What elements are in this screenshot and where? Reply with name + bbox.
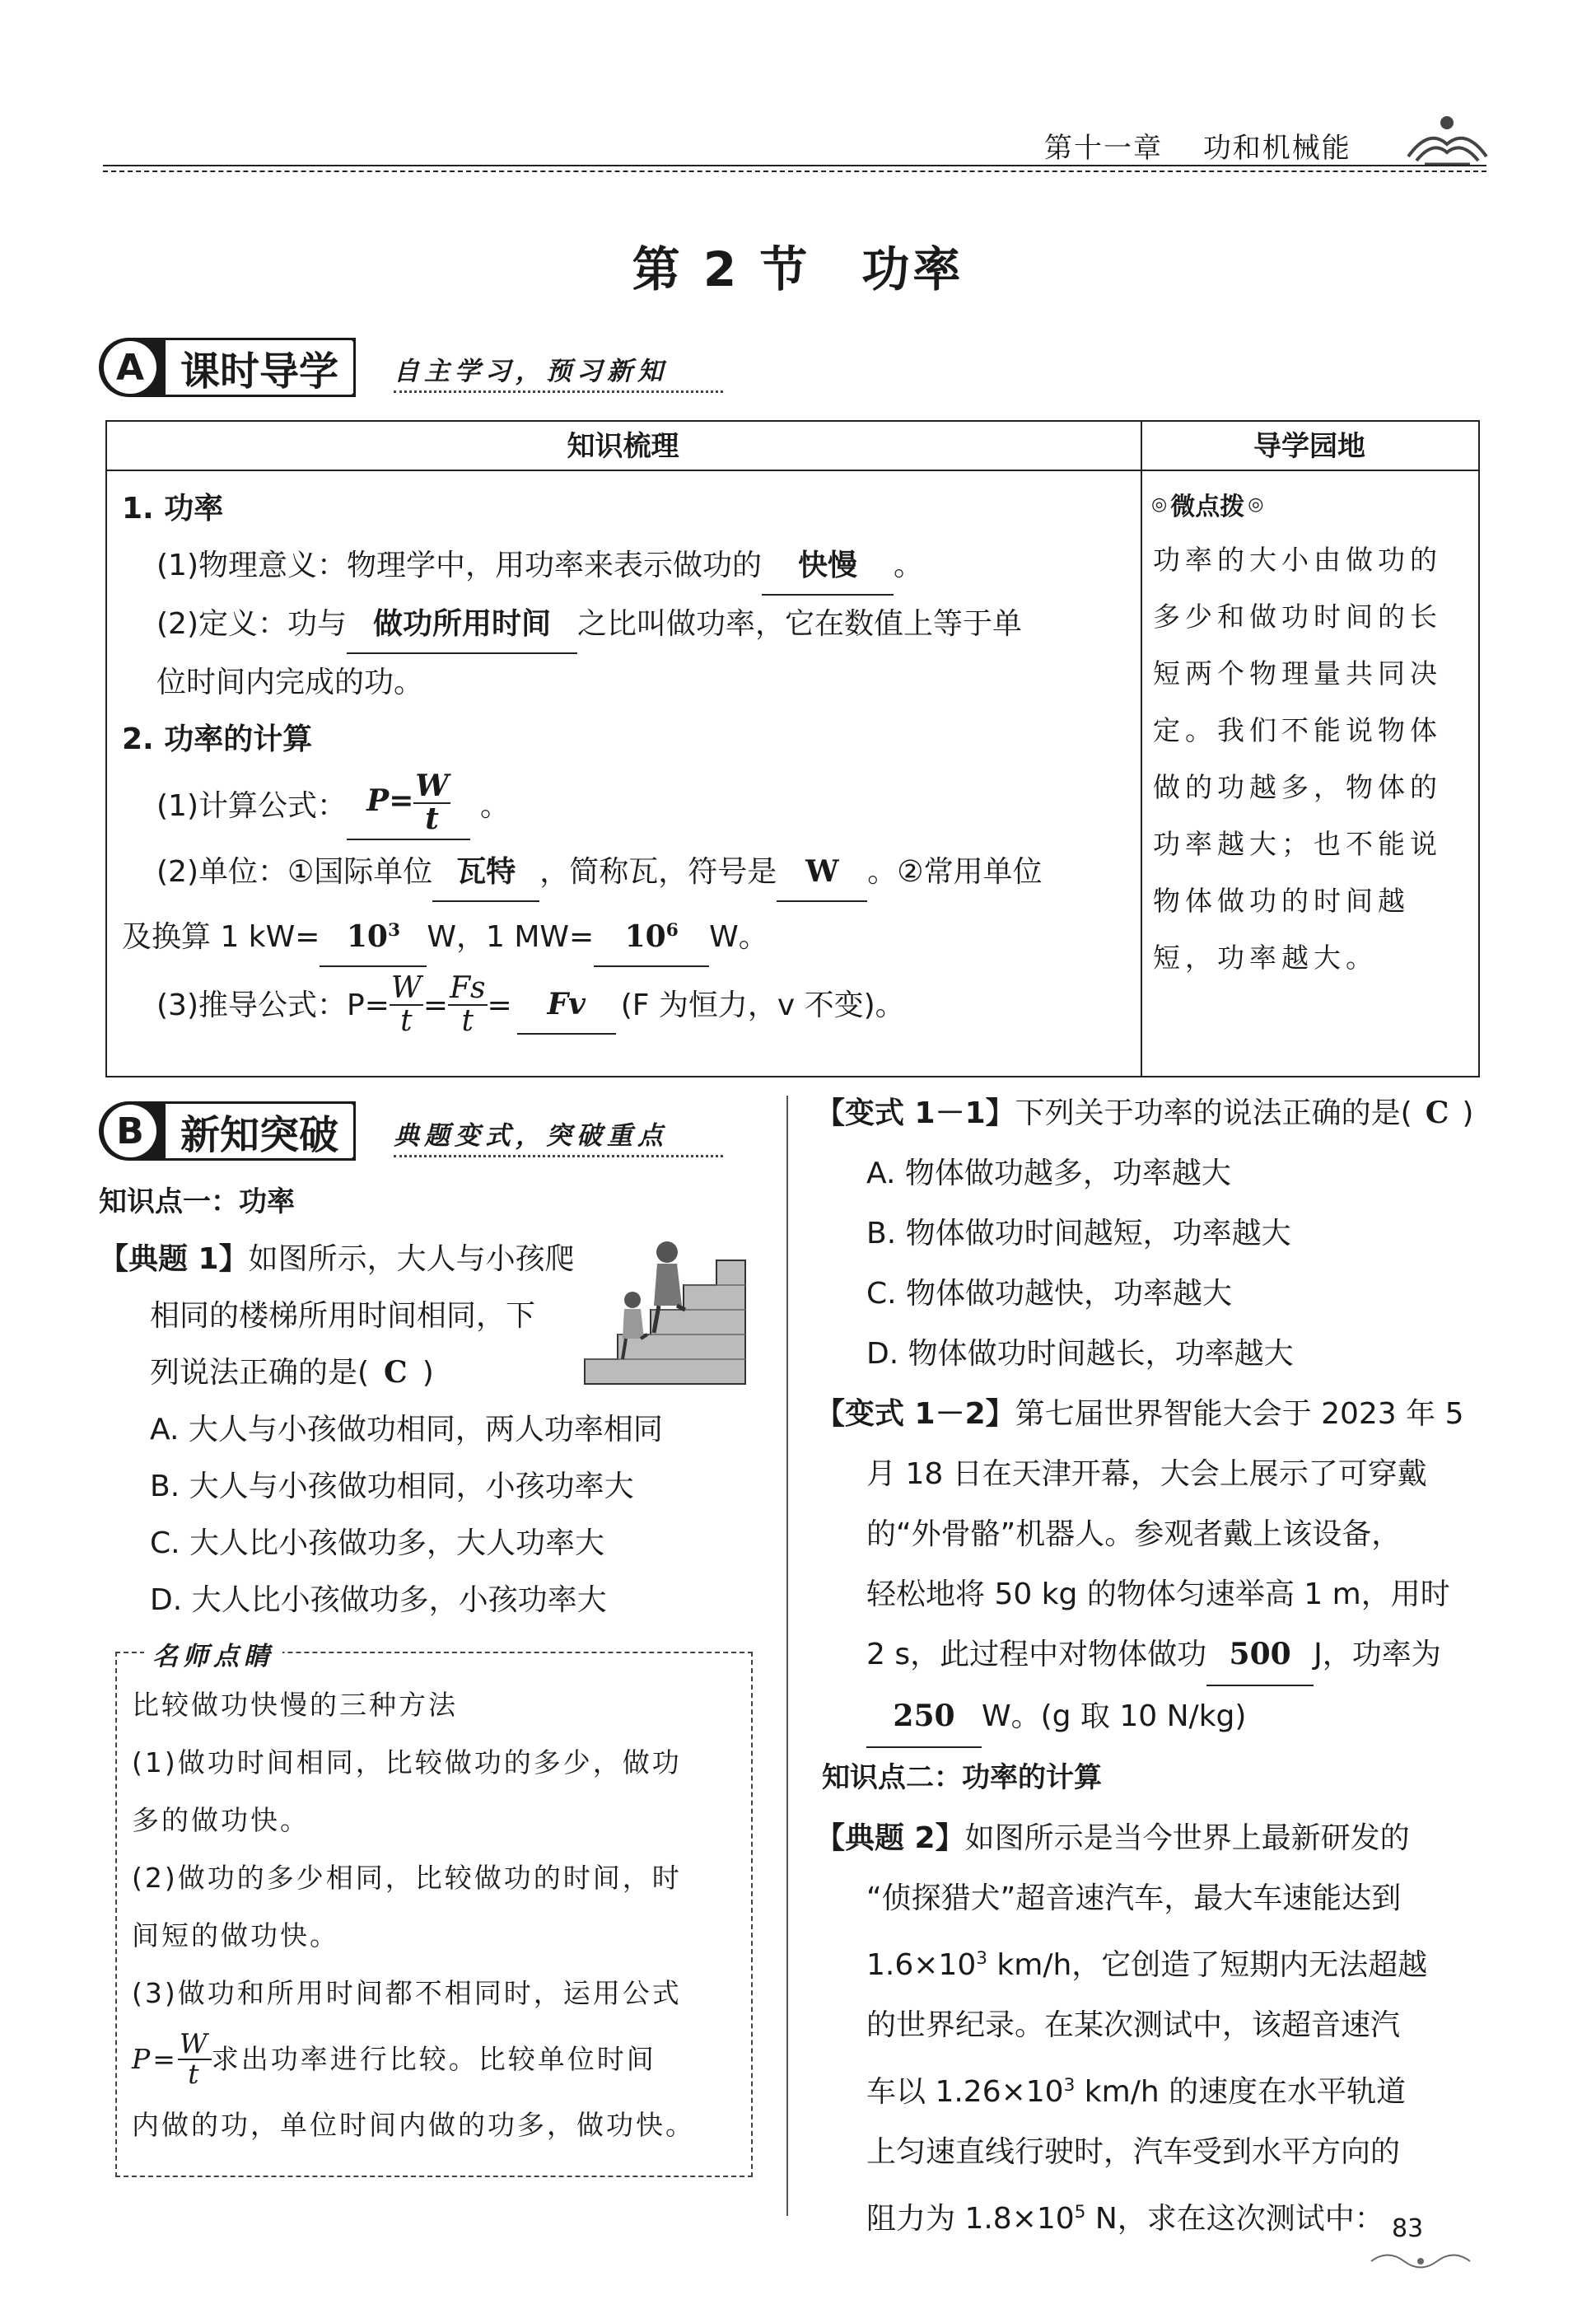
header-rule-bottom [103, 171, 1486, 172]
ex1-text-1: 如图所示，大人与小孩爬 [248, 1242, 575, 1276]
v1-option-a: A. 物体做功越多，功率越大 [866, 1157, 1231, 1190]
table-column-divider [1141, 420, 1142, 1076]
tip-formula-p: P= [132, 2043, 178, 2075]
tip-title: 名师点睛 [144, 1635, 282, 1672]
right-dot-icon: ◎ [1248, 493, 1264, 515]
ex2-text-3-end: km/h，它创造了短期内无法超越 [987, 1948, 1428, 1982]
blank-kuaiman: 快慢 [762, 537, 894, 596]
blank-time-used: 做功所用时间 [347, 596, 577, 654]
tip-line: (2)做功的多少相同，比较做功的时间，时 [132, 1862, 682, 1894]
v2-text-3: 的“外骨骼”机器人。参观者戴上该设备， [866, 1517, 1402, 1551]
blank-fv: Fv [517, 976, 616, 1035]
ex2-sup-3: 3 [976, 1948, 987, 1969]
page-title: 第 2 节 功率 [632, 241, 964, 297]
ex1-text-3: 列说法正确的是( [150, 1356, 370, 1390]
col-header-guide: 导学园地 [1253, 430, 1365, 463]
ex2-line-7 [815, 2182, 1491, 2249]
side-line: 物体做功的时间越 [1153, 885, 1410, 917]
section-b-banner [99, 1101, 356, 1161]
derived-f2-den: t [461, 1004, 474, 1038]
ex2-text-2: “侦探猎犬”超音速汽车，最大车速能达到 [866, 1881, 1402, 1915]
knowledge-content [122, 480, 1135, 1043]
v1-tag: 【变式 1－1】 [815, 1096, 1015, 1130]
footer-ornament-icon [1367, 2249, 1474, 2274]
blank-kw [320, 902, 427, 967]
tip-formula-num: W [179, 2027, 210, 2060]
v2-line-1 [815, 1384, 1491, 1444]
section-b-subtitle: 典题变式，突破重点 [394, 1115, 723, 1157]
section-a-subtitle: 自主学习，预习新知 [394, 350, 723, 393]
ex2-line-3 [815, 1928, 1491, 1995]
side-line: 功率的大小由做功的 [1153, 544, 1442, 576]
header-ornament-icon [1400, 111, 1491, 169]
ex1-text-3-end: ) [422, 1356, 434, 1390]
ex1-option-c: C. 大人比小孩做功多，大人功率大 [150, 1526, 605, 1560]
topic-power-title: 1. 功率 [122, 492, 224, 526]
stairs-illustration [568, 1227, 754, 1392]
v2-text-2: 月 18 日在天津开幕，大会上展示了可穿戴 [866, 1457, 1427, 1491]
kw-exp: 3 [387, 920, 400, 941]
ex2-sup-7: 5 [1074, 2202, 1086, 2223]
tip-line: 内做的功，单位时间内做的功多，做功快。 [132, 2109, 695, 2141]
power-meaning-end: 。 [894, 549, 924, 582]
right-column [815, 1083, 1491, 2249]
ex2-text-4: 的世界纪录。在某次测试中，该超音速汽 [866, 2008, 1401, 2042]
v2-tag: 【变式 1－2】 [815, 1397, 1015, 1431]
formula-numerator: W [415, 769, 449, 804]
derived-f1-den: t [400, 1004, 413, 1038]
ex1-text-2: 相同的楼梯所用时间相同，下 [150, 1299, 536, 1333]
header-rule-top [103, 165, 1486, 166]
ex2-text-5: 车以 1.26×10 [866, 2075, 1064, 2109]
side-line: 多少和做功时间的长 [1153, 601, 1442, 633]
ex2-sup-5: 3 [1063, 2075, 1076, 2096]
side-title-text: 微点拨 [1170, 493, 1245, 521]
tip-line: (1)做功时间相同，比较做功的多少，做功 [132, 1746, 682, 1778]
v1-option-b: B. 物体做功时间越短，功率越大 [866, 1217, 1291, 1250]
v1-text: 下列关于功率的说法正确的是( [1015, 1096, 1412, 1130]
power-definition-text: (2)定义：功与 [156, 607, 347, 641]
tip-line: 多的做功快。 [132, 1804, 310, 1836]
side-line: 短两个物理量共同决 [1153, 657, 1442, 689]
blank-work: 500 [1206, 1624, 1314, 1686]
blank-formula [347, 771, 470, 840]
blank-watt: 瓦特 [432, 844, 539, 902]
section-a-name: 课时导学 [163, 338, 356, 397]
tip-formula-text: 求出功率进行比较。比较单位时间 [211, 2043, 656, 2075]
tip-formula-line [132, 2022, 741, 2096]
derived-formula-line [122, 967, 1135, 1043]
unit-line [122, 844, 1135, 902]
blank-power: 250 [866, 1686, 982, 1748]
power-meaning-line [122, 537, 1135, 596]
v1-answer: C [1425, 1096, 1449, 1130]
col-header-knowledge: 知识梳理 [567, 430, 679, 463]
derived-label: (3)推导公式：P= [156, 988, 390, 1022]
tip-line: 比较做功快慢的三种方法 [132, 1689, 458, 1721]
chapter-label [1044, 125, 1351, 166]
ex2-text-3: 1.6×10 [866, 1948, 977, 1982]
side-line: 短，功率越大。 [1153, 942, 1378, 974]
blank-symbol: W [777, 844, 867, 902]
conversion-text-3: W。 [709, 920, 768, 954]
tip-line: (3)做功和所用时间都不相同时，运用公式 [132, 1977, 682, 2009]
v2-text-4: 轻松地将 50 kg 的物体匀速举高 1 m，用时 [866, 1578, 1450, 1611]
section-b-letter: B [104, 1105, 156, 1157]
v1-text-end: ) [1462, 1096, 1474, 1130]
power-definition-cont: 位时间内完成的功。 [156, 666, 424, 699]
formula-denominator: t [425, 802, 439, 836]
tip-formula-den: t [188, 2058, 202, 2090]
side-notes [1153, 531, 1466, 986]
v1-question [815, 1083, 1491, 1143]
conversion-text-2: W，1 MW= [427, 920, 595, 954]
derived-f1-num: W [390, 971, 422, 1006]
conversion-text-1: 及换算 1 kW= [122, 920, 320, 954]
derived-eq-1: = [422, 988, 449, 1022]
kp1-title: 知识点一：功率 [99, 1185, 295, 1218]
mw-base: 10 [624, 919, 666, 954]
v2-text-5-end: J，功率为 [1314, 1638, 1441, 1671]
power-meaning-text: (1)物理意义：物理学中，用功率来表示做功的 [156, 549, 762, 582]
chapter-number: 第十一章 [1044, 132, 1163, 165]
section-a-tab [99, 338, 356, 397]
ex2-text-7: 阻力为 1.8×10 [866, 2202, 1075, 2236]
side-line: 做的功越多，物体的 [1153, 771, 1442, 803]
ex2-text-5-end: km/h 的速度在水平轨道 [1075, 2075, 1407, 2109]
unit-conversion-line [122, 902, 1135, 967]
derived-f2-num: Fs [450, 971, 486, 1006]
column-divider [786, 1096, 788, 2216]
ex1-option-b: B. 大人与小孩做功相同，小孩功率大 [150, 1470, 634, 1503]
ex1-option-a: A. 大人与小孩做功相同，两人功率相同 [150, 1413, 663, 1447]
formula-p: P= [366, 783, 414, 818]
formula-line [122, 768, 1135, 844]
section-b-name: 新知突破 [163, 1101, 356, 1161]
section-b-tab [99, 1101, 356, 1161]
section-a-letter: A [104, 341, 156, 394]
kp2-title: 知识点二：功率的计算 [822, 1761, 1102, 1794]
formula-end: 。 [480, 788, 511, 823]
blank-mw [594, 902, 709, 967]
v2-text-6: W。(g 取 10 N/kg) [982, 1699, 1247, 1733]
topic-calc-title: 2. 功率的计算 [122, 722, 313, 756]
ex2-line-5 [815, 2055, 1491, 2122]
ex1-option-d: D. 大人比小孩做功多，小孩功率大 [150, 1583, 607, 1617]
v2-line-5 [815, 1624, 1491, 1686]
table-header-divider [105, 470, 1478, 471]
chapter-title: 功和机械能 [1202, 132, 1351, 165]
ex2-tag: 【典题 2】 [815, 1821, 965, 1855]
mw-exp: 6 [665, 920, 679, 941]
derived-eq-2: = [487, 988, 512, 1022]
side-line: 定。我们不能说物体 [1153, 714, 1442, 746]
power-definition-line [122, 596, 1135, 654]
power-definition-end: 之比叫做功率，它在数值上等于单 [577, 607, 1023, 641]
ex2-line-1 [815, 1808, 1491, 1868]
ex2-text-6: 上匀速直线行驶时，汽车受到水平方向的 [866, 2135, 1401, 2169]
ex1-tag: 【典题 1】 [99, 1242, 249, 1276]
unit-text-1: (2)单位：①国际单位 [156, 855, 433, 889]
kw-base: 10 [346, 919, 388, 954]
ex1-answer: C [384, 1355, 408, 1390]
formula-label: (1)计算公式： [156, 788, 347, 823]
page-number: 83 [1392, 2214, 1424, 2243]
v2-line-6 [815, 1686, 1491, 1748]
v1-option-c: C. 物体做功越快，功率越大 [866, 1277, 1233, 1311]
v1-option-d: D. 物体做功时间越长，功率越大 [866, 1337, 1294, 1371]
tip-line: 间短的做功快。 [132, 1919, 339, 1951]
left-dot-icon: ◎ [1151, 493, 1168, 515]
side-title [1151, 486, 1263, 522]
ex2-text-7-end: N，求在这次测试中： [1085, 2202, 1384, 2236]
unit-text-2: ，简称瓦，符号是 [539, 855, 777, 889]
section-a-banner [99, 338, 356, 397]
derived-note: (F 为恒力，v 不变)。 [620, 988, 905, 1022]
v2-text-5: 2 s，此过程中对物体做功 [866, 1638, 1207, 1671]
ex2-text-1: 如图所示是当今世界上最新研发的 [964, 1821, 1410, 1855]
tip-content [132, 1676, 741, 2154]
unit-text-3: 。②常用单位 [867, 855, 1043, 889]
side-line: 功率越大；也不能说 [1153, 828, 1442, 860]
v2-text-1: 第七届世界智能大会于 2023 年 5 [1015, 1397, 1464, 1431]
